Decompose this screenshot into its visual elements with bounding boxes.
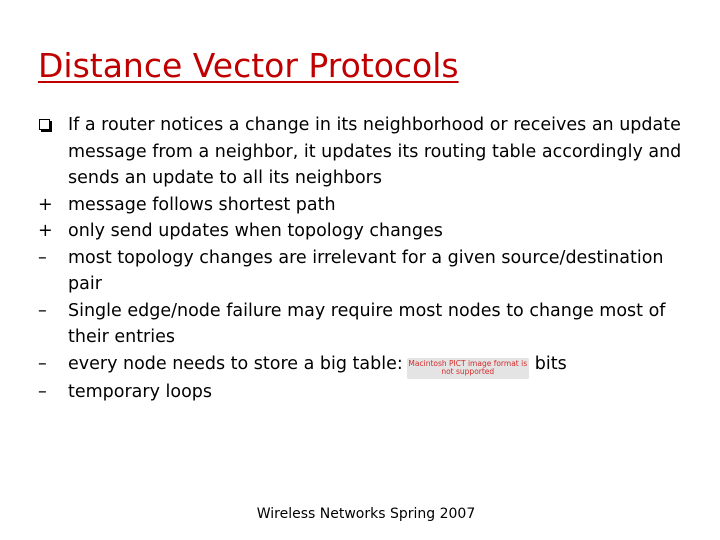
bullet-text: If a router notices a change in its neighborhood or receives an update message from a neighbor, it updates its routing table accordingly and sends an update to all its neighbors xyxy=(68,115,682,188)
bullet-item xyxy=(38,379,688,406)
bullet-item xyxy=(38,218,688,245)
bullet-text-after: bits xyxy=(534,353,567,374)
dash-bullet-icon: – xyxy=(38,247,47,268)
bullet-text: only send updates when topology changes xyxy=(68,221,443,241)
plus-bullet-icon: + xyxy=(38,194,53,215)
slide-title: Distance Vector Protocols xyxy=(38,46,459,85)
bullet-item xyxy=(38,192,688,219)
bullet-item xyxy=(38,112,688,192)
bullet-text: Single edge/node failure may require most nodes to change most of their entries xyxy=(68,300,666,347)
bullet-text: message follows shortest path xyxy=(68,194,336,215)
bullet-item xyxy=(38,298,688,351)
dash-bullet-icon: – xyxy=(38,381,47,402)
dash-bullet-icon: – xyxy=(38,300,47,321)
plus-bullet-icon: + xyxy=(38,221,53,241)
unsupported-image-placeholder: Macintosh PICT image format is not supported xyxy=(407,358,529,379)
slide-footer: Wireless Networks Spring 2007 xyxy=(256,506,476,522)
bullet-text-before: every node needs to store a big table: xyxy=(68,353,403,374)
bullet-list xyxy=(38,112,688,405)
bullet-text: temporary loops xyxy=(68,381,213,402)
dash-bullet-icon: – xyxy=(38,353,47,374)
bullet-item xyxy=(38,351,688,379)
box-bullet-icon xyxy=(38,112,62,139)
bullet-text: most topology changes are irrelevant for a given source/destination pair xyxy=(68,247,664,294)
bullet-item xyxy=(38,245,688,298)
